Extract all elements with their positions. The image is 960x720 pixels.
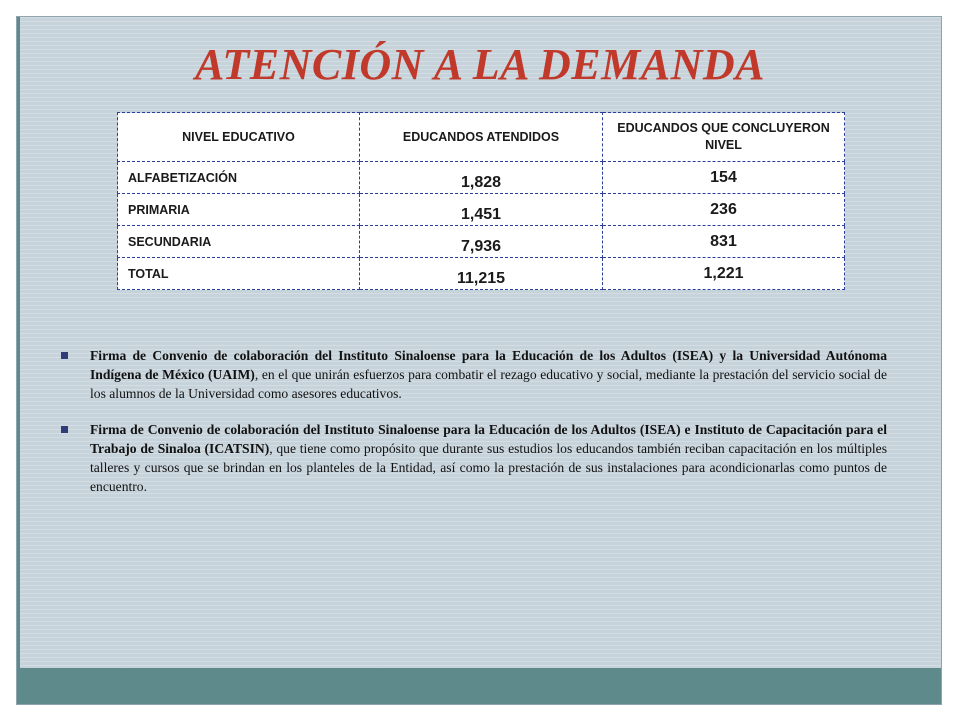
header-nivel-educativo: NIVEL EDUCATIVO [118,113,360,162]
row-attended: 1,828 [360,162,603,194]
row-level: SECUNDARIA [118,226,360,258]
header-educandos-atendidos: EDUCANDOS ATENDIDOS [360,113,603,162]
row-completed: 236 [603,194,845,226]
row-completed: 831 [603,226,845,258]
table-row [118,162,845,194]
square-bullet-icon [61,426,68,433]
row-attended: 1,451 [360,194,603,226]
row-completed: 1,221 [603,258,845,290]
slide [16,16,942,705]
bullet-text: , en el que unirán esfuerzos para combatir el rezago educativo y social, mediante la prestación del servicio social de los alumnos de la Universidad como asesores educativos. [90,367,887,402]
footer-bar [17,668,941,704]
row-attended: 11,215 [360,258,603,290]
bullet-item [61,420,887,497]
row-level: ALFABETIZACIÓN [118,162,360,194]
bullet-bold-text: Firma de Convenio de colaboración del Instituto Sinaloense para la Educación de los Adultos (ISEA) y la Universidad Autónoma Indígena de México (UAIM) [90,348,887,383]
left-accent-rule [17,17,20,704]
bullet-bold-text: Firma de Convenio de colaboración del Instituto Sinaloense para la Educación de los Adultos (ISEA) e Instituto de Capacitación para el Trabajo de Sinaloa (ICATSIN) [90,421,887,456]
demand-table [117,112,845,290]
table-row-total [118,258,845,290]
row-attended: 7,936 [360,226,603,258]
table-row [118,226,845,258]
row-level: TOTAL [118,258,360,290]
bullet-item [61,346,887,404]
header-educandos-concluyeron: EDUCANDOS QUE CONCLUYERON NIVEL [603,113,845,162]
bullet-list [61,346,887,512]
row-level: PRIMARIA [118,194,360,226]
table-header-row [118,113,845,162]
row-completed: 154 [603,162,845,194]
page-title: ATENCIÓN A LA DEMANDA [194,40,766,89]
square-bullet-icon [61,352,68,359]
table-row [118,194,845,226]
bullet-text: , que tiene como propósito que durante sus estudios los educandos también reciban capacitación en los múltiples talleres y cursos que se brindan en los planteles de la Entidad, así como la prestación de sus instalaciones para acondicionarlas como puntos de encuentro. [90,440,887,495]
